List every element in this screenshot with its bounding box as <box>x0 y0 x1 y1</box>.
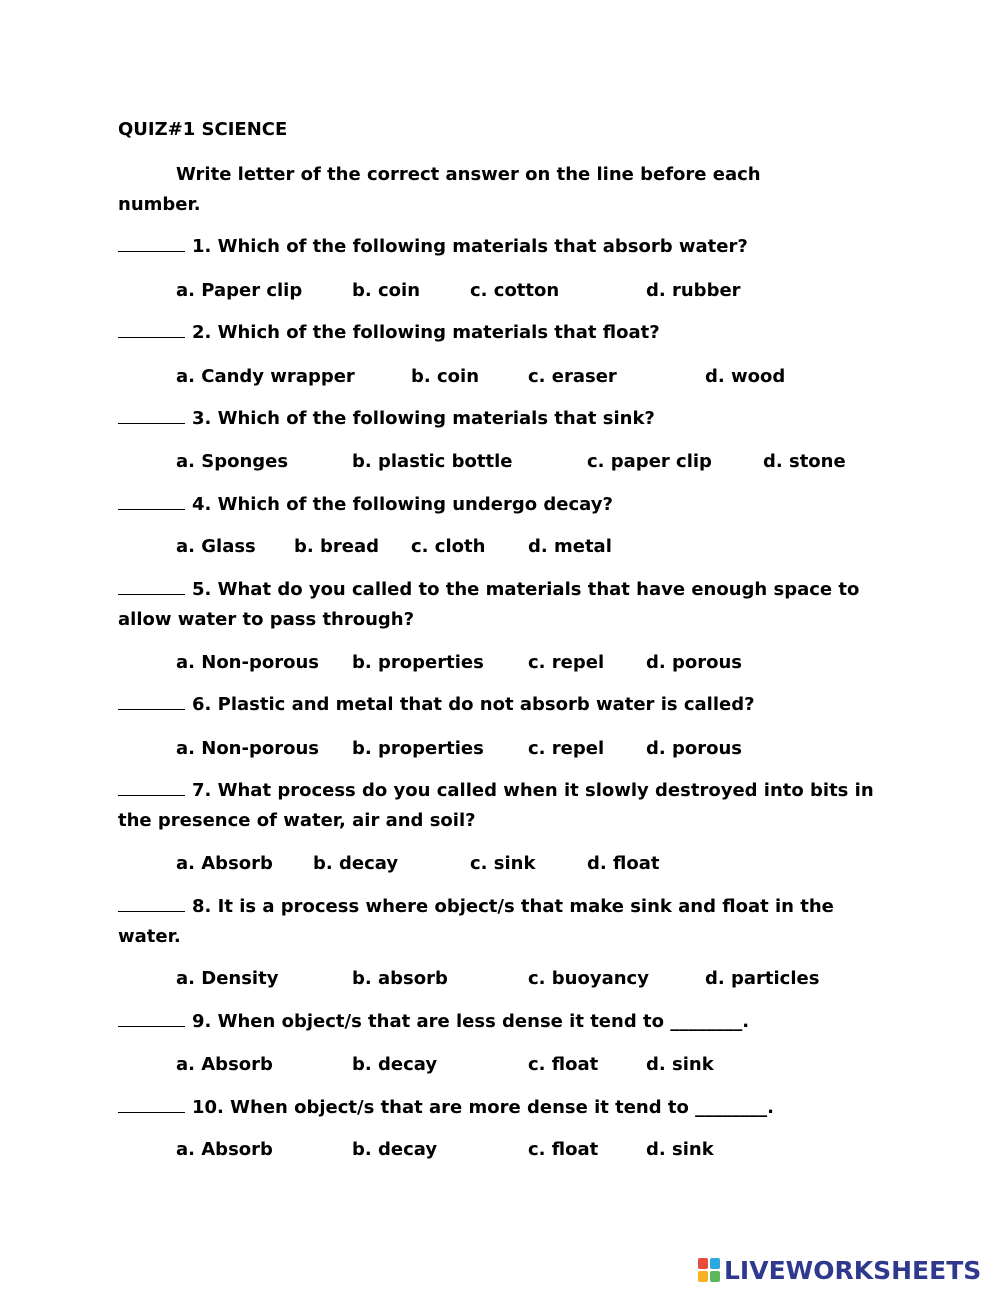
option-c[interactable]: c. repel <box>528 738 605 759</box>
option-b[interactable]: b. plastic bottle <box>352 451 513 472</box>
question-3 <box>118 404 888 434</box>
answer-blank-9[interactable] <box>118 1008 185 1027</box>
question-7 <box>118 776 888 836</box>
option-d[interactable]: d. sink <box>646 1054 714 1075</box>
logo-icon <box>698 1258 720 1282</box>
options-2 <box>0 365 1000 389</box>
question-10 <box>118 1093 888 1123</box>
option-d[interactable]: d. sink <box>646 1139 714 1160</box>
option-a[interactable]: a. Absorb <box>176 853 273 874</box>
option-a[interactable]: a. Candy wrapper <box>176 366 355 387</box>
options-6 <box>0 737 1000 761</box>
option-c[interactable]: c. sink <box>470 853 536 874</box>
options-5 <box>0 651 1000 675</box>
option-d[interactable]: d. porous <box>646 652 743 673</box>
option-d[interactable]: d. stone <box>763 451 846 472</box>
liveworksheets-logo <box>698 1256 981 1284</box>
answer-blank-2[interactable] <box>118 319 185 338</box>
question-6 <box>118 690 888 720</box>
option-d[interactable]: d. float <box>587 853 660 874</box>
logo-text: LIVEWORKSHEETS <box>724 1255 982 1285</box>
question-text: 7. What process do you called when it slowly destroyed into bits in the presence of water, air and soil? <box>118 780 874 831</box>
option-c[interactable]: c. float <box>528 1054 599 1075</box>
options-3 <box>0 450 1000 474</box>
option-b[interactable]: b. absorb <box>352 968 448 989</box>
options-10 <box>0 1138 1000 1162</box>
option-b[interactable]: b. coin <box>411 366 480 387</box>
option-d[interactable]: d. particles <box>705 968 820 989</box>
option-d[interactable]: d. wood <box>705 366 786 387</box>
logo-tile-yellow <box>698 1271 708 1282</box>
options-1 <box>0 279 1000 303</box>
option-c[interactable]: c. cotton <box>470 280 560 301</box>
question-2 <box>118 318 888 348</box>
answer-blank-6[interactable] <box>118 691 185 710</box>
option-b[interactable]: b. properties <box>352 652 484 673</box>
instructions: Write letter of the correct answer on the line before each number. <box>118 164 761 215</box>
answer-blank-8[interactable] <box>118 893 185 912</box>
question-text: 5. What do you called to the materials that have enough space to allow water to pass through? <box>118 579 860 630</box>
question-text: 8. It is a process where object/s that make sink and float in the water. <box>118 896 834 947</box>
option-a[interactable]: a. Density <box>176 968 279 989</box>
option-c[interactable]: c. cloth <box>411 536 486 557</box>
option-a[interactable]: a. Absorb <box>176 1054 273 1075</box>
option-b[interactable]: b. decay <box>352 1139 438 1160</box>
answer-blank-10[interactable] <box>118 1094 185 1113</box>
option-a[interactable]: a. Non-porous <box>176 652 319 673</box>
question-text: 10. When object/s that are more dense it tend to ________. <box>192 1097 774 1118</box>
logo-tile-green <box>710 1271 720 1282</box>
answer-blank-5[interactable] <box>118 576 185 595</box>
question-text: 2. Which of the following materials that float? <box>192 322 660 343</box>
answer-blank-1[interactable] <box>118 233 185 252</box>
option-d[interactable]: d. porous <box>646 738 743 759</box>
option-c[interactable]: c. float <box>528 1139 599 1160</box>
option-d[interactable]: d. metal <box>528 536 612 557</box>
options-7 <box>0 852 1000 876</box>
question-text: 6. Plastic and metal that do not absorb water is called? <box>192 694 755 715</box>
option-b[interactable]: b. coin <box>352 280 421 301</box>
question-4 <box>118 490 888 520</box>
options-8 <box>0 967 1000 991</box>
question-1 <box>118 232 888 262</box>
option-a[interactable]: a. Sponges <box>176 451 289 472</box>
options-9 <box>0 1053 1000 1077</box>
quiz-title: QUIZ#1 SCIENCE <box>118 119 288 140</box>
question-9 <box>118 1007 888 1037</box>
option-c[interactable]: c. repel <box>528 652 605 673</box>
question-text: 1. Which of the following materials that absorb water? <box>192 236 748 257</box>
answer-blank-4[interactable] <box>118 491 185 510</box>
option-d[interactable]: d. rubber <box>646 280 741 301</box>
logo-tile-blue <box>710 1258 720 1269</box>
option-b[interactable]: b. decay <box>352 1054 438 1075</box>
question-text: 9. When object/s that are less dense it tend to ________. <box>192 1011 750 1032</box>
option-b[interactable]: b. bread <box>294 536 379 557</box>
answer-blank-7[interactable] <box>118 777 185 796</box>
option-c[interactable]: c. eraser <box>528 366 617 387</box>
question-5 <box>118 575 888 635</box>
option-a[interactable]: a. Paper clip <box>176 280 303 301</box>
option-b[interactable]: b. decay <box>313 853 399 874</box>
logo-tile-red <box>698 1258 708 1269</box>
option-b[interactable]: b. properties <box>352 738 484 759</box>
question-text: 4. Which of the following undergo decay? <box>192 494 613 515</box>
option-a[interactable]: a. Glass <box>176 536 256 557</box>
option-c[interactable]: c. paper clip <box>587 451 712 472</box>
options-4 <box>0 535 1000 559</box>
question-8 <box>118 892 888 952</box>
option-a[interactable]: a. Non-porous <box>176 738 319 759</box>
answer-blank-3[interactable] <box>118 405 185 424</box>
option-a[interactable]: a. Absorb <box>176 1139 273 1160</box>
option-c[interactable]: c. buoyancy <box>528 968 649 989</box>
question-text: 3. Which of the following materials that sink? <box>192 408 655 429</box>
